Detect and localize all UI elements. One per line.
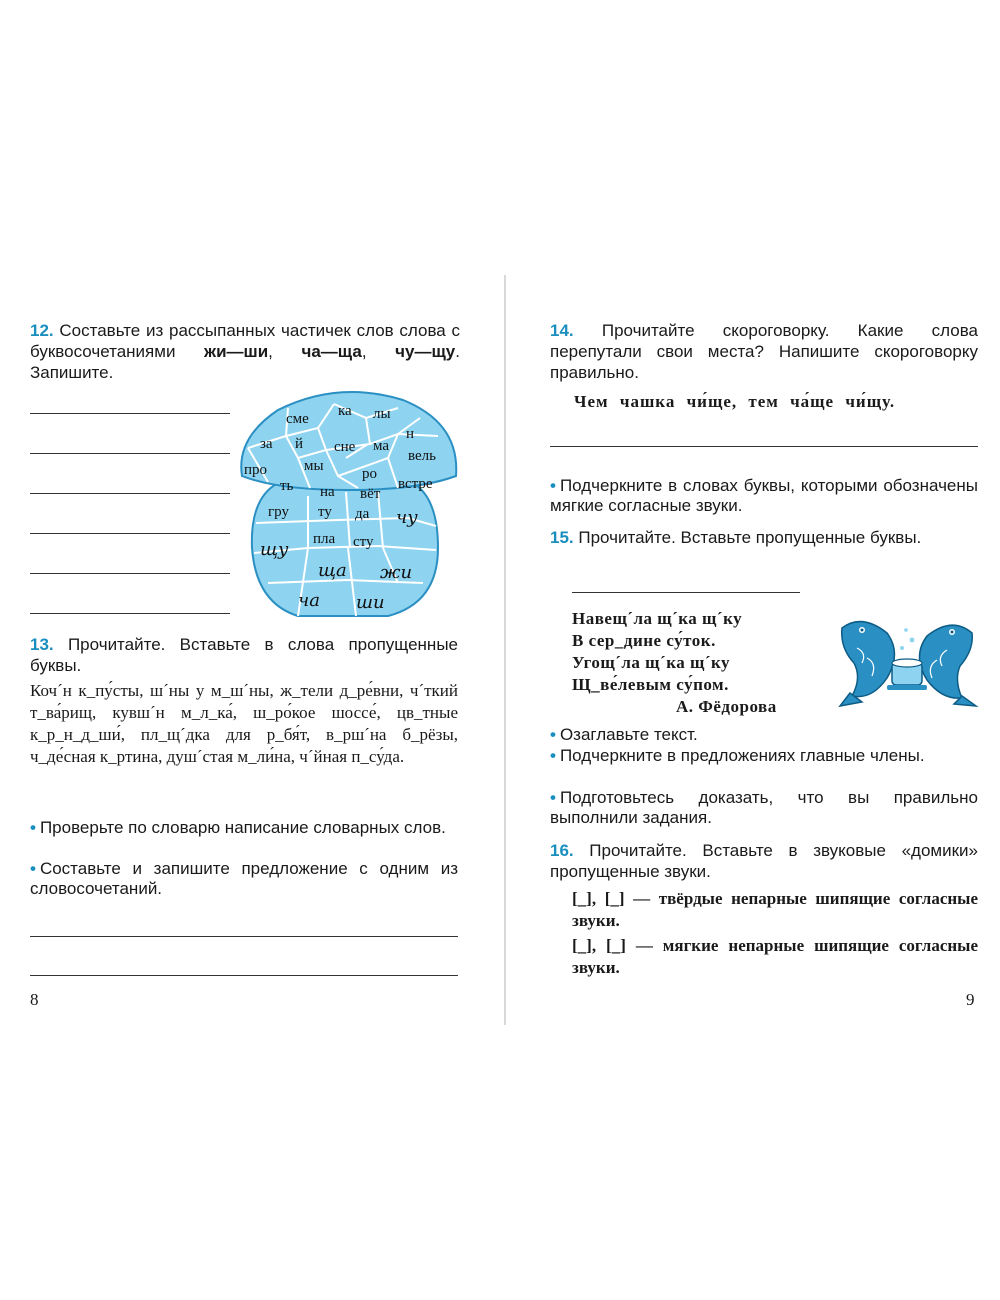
answer-line[interactable] <box>30 936 458 937</box>
syllable: ту <box>318 504 332 520</box>
syllable: пла <box>313 531 336 547</box>
syllable: мы <box>304 458 324 474</box>
task-15-bullet-3 <box>550 788 978 828</box>
answer-line[interactable] <box>30 975 458 976</box>
poem-author: А. Фёдорова <box>676 697 777 716</box>
bullet-dot-icon: • <box>550 788 556 807</box>
task-13-bullet-2 <box>30 859 458 899</box>
syllable: встре <box>398 476 433 492</box>
task-14-number: 14. <box>550 321 574 340</box>
answer-line[interactable] <box>30 413 230 414</box>
syllable-script: ши <box>356 592 385 613</box>
poem <box>572 608 777 718</box>
pair-cha-scha: ча—ща <box>301 342 362 361</box>
task-13-text: Прочитайте. Вставьте в слова пропущенные буквы. <box>30 635 458 675</box>
poem-line: Угощ´ла щ´ка щ´ку <box>572 653 731 672</box>
task-16-number: 16. <box>550 841 574 860</box>
comma: , <box>268 342 273 361</box>
bullet-text: Подготовьтесь доказать, что вы правильно выполнили задания. <box>550 788 978 827</box>
task-14-bullet <box>550 476 978 516</box>
task-15-text: Прочитайте. Вставьте пропущенные буквы. <box>578 528 922 547</box>
bullet-dot-icon: • <box>30 859 36 878</box>
comma: , <box>361 342 367 361</box>
syllable: вель <box>408 448 436 464</box>
tongue-twister: Чем чашка чи́ще, тем ча́ще чи́щу. <box>574 392 896 411</box>
syllable-script: ча <box>298 590 320 611</box>
bullet-text: Проверьте по словарю написание словарных слов. <box>39 818 446 837</box>
poem-line: Щ_ве́левым су́пом. <box>572 675 729 694</box>
syllable: ка <box>338 403 352 419</box>
fish-illustration-icon <box>832 608 982 708</box>
syllable-script: чу <box>396 507 418 528</box>
answer-line[interactable] <box>550 446 978 447</box>
task-12-number: 12. <box>30 321 54 340</box>
task-15 <box>550 527 978 548</box>
answer-line[interactable] <box>30 533 230 534</box>
syllable: да <box>355 506 370 522</box>
syllable: вёт <box>360 486 381 502</box>
task-12-text-a: Составьте из рассыпанных частичек слов слова с буквосочетаниями <box>30 321 460 361</box>
poem-line: Навещ´ла щ´ка щ´ку <box>572 609 743 628</box>
task-16-text: Прочитайте. Вставьте в звуковые «домики» пропущенные звуки. <box>550 841 978 881</box>
syllable-script: ща <box>318 560 347 581</box>
syllable: сту <box>353 534 374 550</box>
task-14 <box>550 320 978 383</box>
page-divider <box>504 275 506 1025</box>
syllable: за <box>260 436 273 452</box>
answer-line[interactable] <box>30 493 230 494</box>
bullet-text: Подчеркните в словах буквы, которыми обозначены мягкие согласные звуки. <box>550 476 978 515</box>
task-15-bullet-2 <box>550 746 978 766</box>
syllable: ма <box>373 438 390 454</box>
pair-chu-schu: чу—щу <box>395 342 456 361</box>
syllable: про <box>244 462 268 478</box>
task-15-bullet-1 <box>550 725 978 745</box>
syllable: сне <box>334 439 356 455</box>
syllable: лы <box>373 406 391 422</box>
task-13-exercise: Коч´н к_пу́сты, ш´ны у м_ш´ны, ж_тели д_ре́вни, ч´ткий т_ва́рищ, кувш´н м_л_ка́, ш_ро́кое шоссе́, цв_тные к_р_н_д_ши́, пл_щ´дка для р_бя́т, в_рш´на б_рёзы, ч_де́сная к_ртина, душ´стая м_ли́на, ч´йная п_су́да. <box>30 681 458 766</box>
task-16-line-1: [_], [_] — твёрдые непарные шипящие согласные звуки. <box>572 889 978 930</box>
syllable: на <box>320 484 335 500</box>
syllable: гру <box>268 504 289 520</box>
syllable: сме <box>286 411 309 427</box>
task-12-text-b: . Запишите. <box>30 342 460 382</box>
bullet-dot-icon: • <box>550 725 556 744</box>
page-number-right: 9 <box>966 990 975 1009</box>
task-13-bullet-1 <box>30 818 458 838</box>
syllable: н <box>406 426 415 442</box>
bullet-text: Составьте и запишите предложение с одним из словосочетаний. <box>30 859 458 898</box>
bullet-text: Озаглавьте текст. <box>559 725 698 744</box>
answer-line[interactable] <box>30 573 230 574</box>
task-14-text: Прочитайте скороговорку. Какие слова перепутали свои места? Напишите скороговорку правильно. <box>550 321 978 382</box>
bullet-text: Подчеркните в предложениях главные члены. <box>559 746 925 765</box>
task-16-line-2: [_], [_] — мягкие непарные шипящие согласные звуки. <box>572 936 978 977</box>
task-15-number: 15. <box>550 528 574 547</box>
mushroom-illustration <box>238 388 463 618</box>
task-13 <box>30 634 458 676</box>
title-line[interactable] <box>572 592 800 593</box>
bullet-dot-icon: • <box>550 746 556 765</box>
page-number-left: 8 <box>30 990 39 1009</box>
task-12 <box>30 320 460 383</box>
task-16 <box>550 840 978 882</box>
syllable-script: жи <box>380 562 413 583</box>
task-13-number: 13. <box>30 635 54 654</box>
syllable-script: щу <box>260 539 289 560</box>
bullet-dot-icon: • <box>30 818 36 837</box>
answer-line[interactable] <box>30 453 230 454</box>
pair-zhi-shi: жи—ши <box>204 342 269 361</box>
syllable: й <box>295 436 304 452</box>
syllable: ро <box>362 466 377 482</box>
poem-line: В сер_дине су́ток. <box>572 631 716 650</box>
syllable: ть <box>280 478 294 494</box>
bullet-dot-icon: • <box>550 476 556 495</box>
answer-line[interactable] <box>30 613 230 614</box>
